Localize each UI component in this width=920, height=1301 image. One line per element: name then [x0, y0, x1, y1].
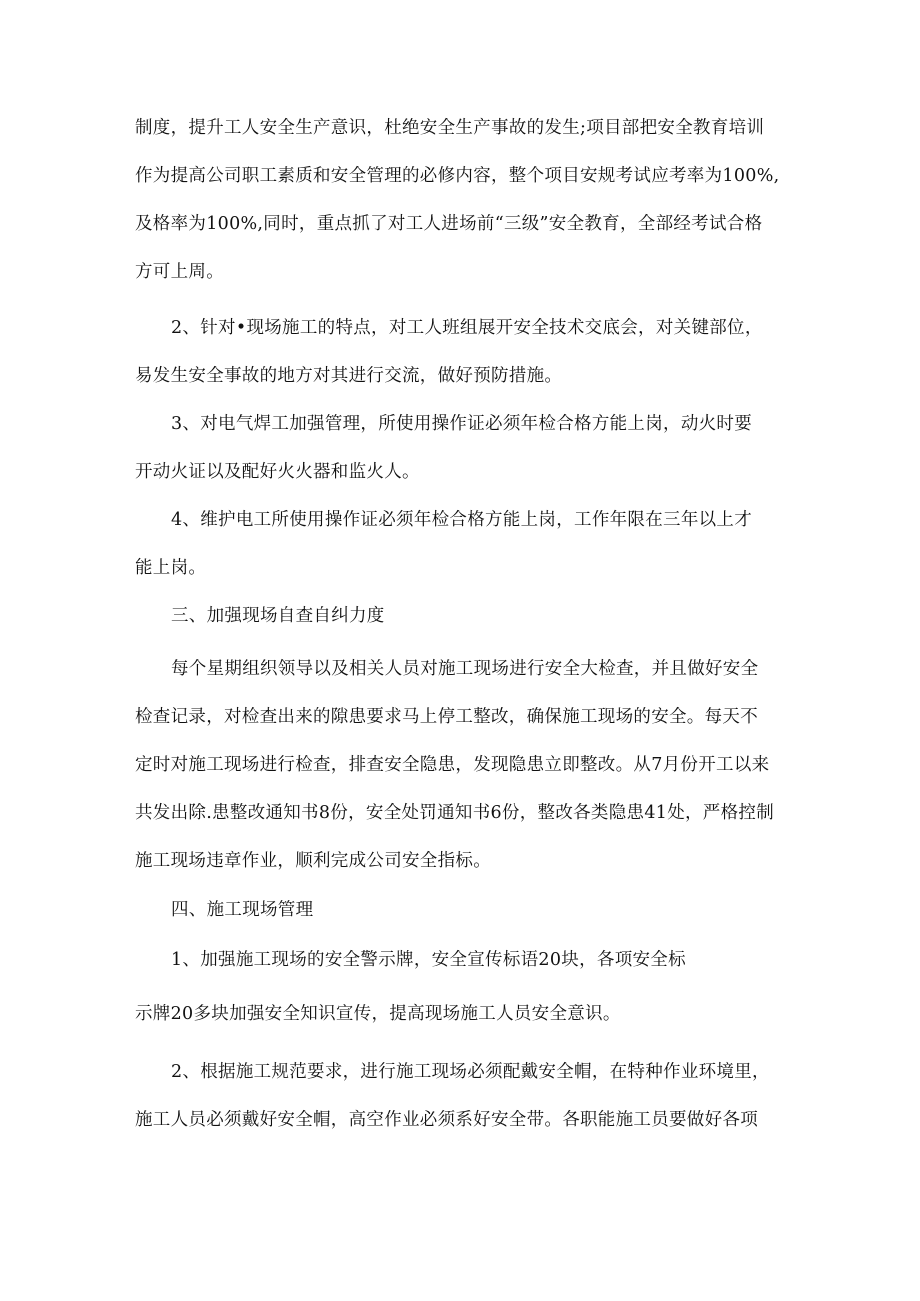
text-line: 易发生安全事故的地方对其进行交流，做好预防措施。: [135, 366, 563, 386]
paragraph-item-1-warning-signs: [135, 936, 795, 984]
text-line: 开动火证以及配好火火器和监火人。: [135, 462, 420, 482]
paragraph-item-1-continued: [135, 990, 795, 1038]
text-line: 4、维护电工所使用操作证必须年检合格方能上岗，工作年限在三年以上才: [171, 510, 753, 530]
text-line: 检查记录，对检查出来的隙患要求马上停工整改，确保施工现场的安全。每天不: [135, 707, 758, 727]
text-line: 能上岗。: [135, 558, 207, 578]
text-line: 方可上周。: [135, 262, 224, 282]
paragraph-item-2-safety-helmets: [135, 1048, 795, 1144]
text-line: 2、根据施工规范要求，进行施工现场必须配戴安全帽，在特种作业环境里，: [171, 1062, 770, 1082]
text-line: 施工现场违章作业，顺利完成公司安全指标。: [135, 851, 491, 871]
paragraph-weekly-inspection: [135, 645, 795, 885]
text-line: 及格率为100%,同时，重点抓了对工人进场前“三级”安全教育，全部经考试合格: [135, 214, 763, 234]
section-heading-text: 三、加强现场自查自纠力度: [171, 606, 385, 626]
text-line: 每个星期组织领导以及相关人员对施工现场进行安全大检查，并且做好安全: [171, 659, 759, 679]
text-line: 施工人员必须戴好安全帽，高空作业必须系好安全带。各职能施工员要做好各项: [135, 1110, 758, 1130]
section-heading-text: 四、施工现场管理: [171, 900, 314, 920]
text-line: 2、针对•现场施工的特点，对工人班组展开安全技术交底会，对关键部位，: [171, 318, 763, 338]
text-line: 1、加强施工现场的安全警示牌，安全宣传标语20块，各项安全标: [171, 950, 686, 970]
paragraph-item-2-technical-briefing: [135, 304, 795, 400]
text-line: 3、对电气焊工加强管理，所使用操作证必须年检合格方能上岗，动火时要: [171, 414, 753, 434]
text-line: 作为提高公司职工素质和安全管理的必修内容，整个项目安规考试应考率为100%,: [135, 166, 780, 186]
text-line: 示牌20多块加强安全知识宣传，提高现场施工人员安全意识。: [135, 1004, 621, 1024]
text-line: 共发出除.患整改通知书8份，安全处罚通知书6份，整改各类隐患41处，严格控制: [135, 803, 774, 823]
text-line: 制度，提升工人安全生产意识，杜绝安全生产事故的发生;项目部把安全教育培训: [135, 118, 765, 138]
section-heading-4: [135, 886, 795, 934]
paragraph-safety-education: [135, 104, 795, 296]
paragraph-item-3-welder-management: [135, 400, 795, 496]
section-heading-3: [135, 592, 795, 640]
paragraph-item-4-electrician: [135, 496, 795, 592]
text-line: 定时对施工现场进行检查，排查安全隐患，发现隐患立即整改。从7月份开工以来: [135, 755, 770, 775]
